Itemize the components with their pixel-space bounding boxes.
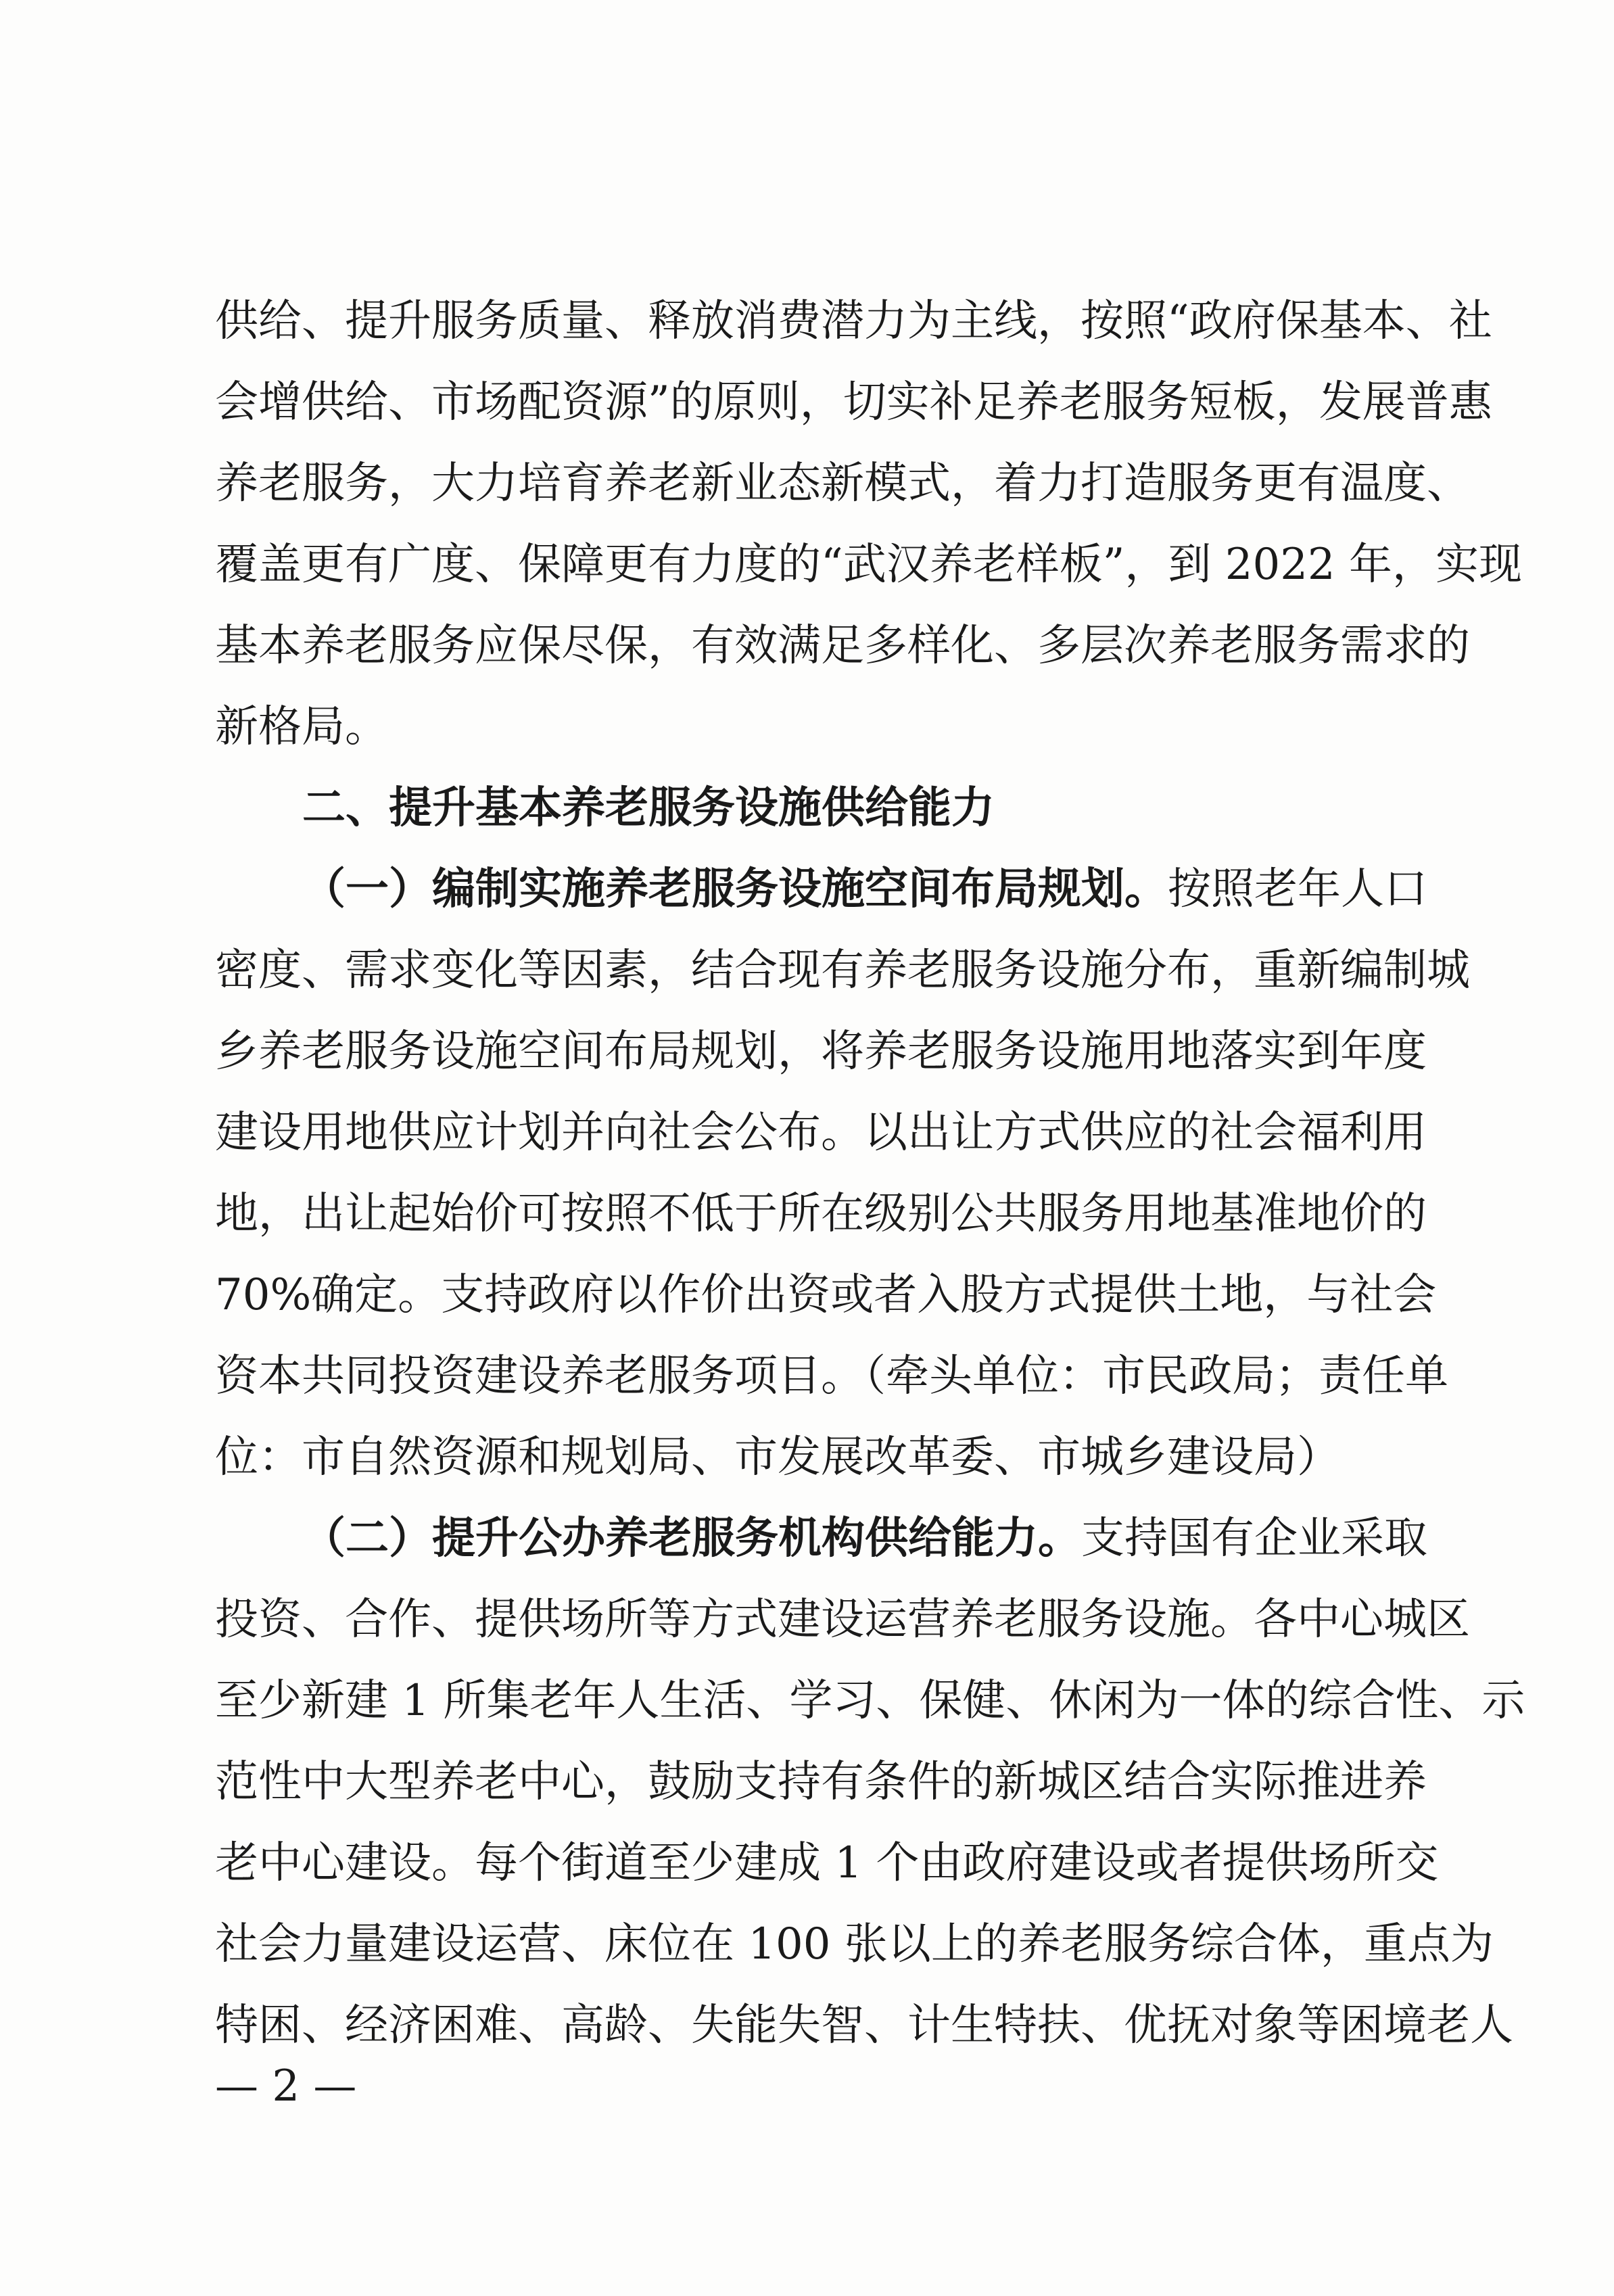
item-2-line-4: 范性中大型养老中心，鼓励支持有条件的新城区结合实际推进养 (215, 1757, 1427, 1807)
item-1-first-line-rest: 按照老年人口 (1168, 864, 1427, 914)
item-1-line-8: 位：市自然资源和规划局、市发展改革委、市城乡建设局） (215, 1432, 1340, 1482)
page-number: — 2 — (215, 2061, 357, 2111)
paragraph-1-line-5: 基本养老服务应保尽保，有效满足多样化、多层次养老服务需求的 (215, 621, 1470, 671)
item-1-line-6: 70%确定。支持政府以作价出资或者入股方式提供土地，与社会 (215, 1270, 1437, 1320)
item-2-line-6: 社会力量建设运营、床位在 100 张以上的养老服务综合体，重点为 (215, 1919, 1494, 1969)
paragraph-1-line-4: 覆盖更有广度、保障更有力度的“武汉养老样板”，到 2022 年，实现 (215, 540, 1522, 590)
item-1-line-5: 地，出让起始价可按照不低于所在级别公共服务用地基准地价的 (215, 1189, 1427, 1239)
item-2-first-line (302, 1508, 1427, 1569)
item-2-first-line-rest: 支持国有企业采取 (1081, 1514, 1427, 1564)
item-1-lead: （一）编制实施养老服务设施空间布局规划。 (302, 864, 1168, 914)
paragraph-1-line-2: 会增供给、市场配资源”的原则，切实补足养老服务短板，发展普惠 (215, 377, 1492, 427)
item-1-line-4: 建设用地供应计划并向社会公布。以出让方式供应的社会福利用 (215, 1108, 1427, 1158)
section-heading: 二、提升基本养老服务设施供给能力 (302, 783, 995, 833)
item-2-line-5: 老中心建设。每个街道至少建成 1 个由政府建设或者提供场所交 (215, 1838, 1439, 1888)
paragraph-1-line-1: 供给、提升服务质量、释放消费潜力为主线，按照“政府保基本、社 (215, 296, 1492, 346)
item-1-line-2: 密度、需求变化等因素，结合现有养老服务设施分布，重新编制城 (215, 945, 1470, 995)
item-2-line-3: 至少新建 1 所集老年人生活、学习、保健、休闲为一体的综合性、示 (215, 1676, 1525, 1726)
item-1-first-line (302, 859, 1427, 920)
paragraph-1-line-3: 养老服务，大力培育养老新业态新模式，着力打造服务更有温度、 (215, 459, 1470, 509)
item-1-line-3: 乡养老服务设施空间布局规划，将养老服务设施用地落实到年度 (215, 1027, 1427, 1077)
item-2-line-7: 特困、经济困难、高龄、失能失智、计生特扶、优抚对象等困境老人 (215, 2000, 1513, 2051)
item-2-lead: （二）提升公办养老服务机构供给能力。 (302, 1513, 1081, 1564)
item-1-line-7: 资本共同投资建设养老服务项目。（牵头单位：市民政局；责任单 (215, 1351, 1448, 1401)
paragraph-1-line-6: 新格局。 (215, 702, 388, 752)
item-2-line-2: 投资、合作、提供场所等方式建设运营养老服务设施。各中心城区 (215, 1595, 1470, 1645)
